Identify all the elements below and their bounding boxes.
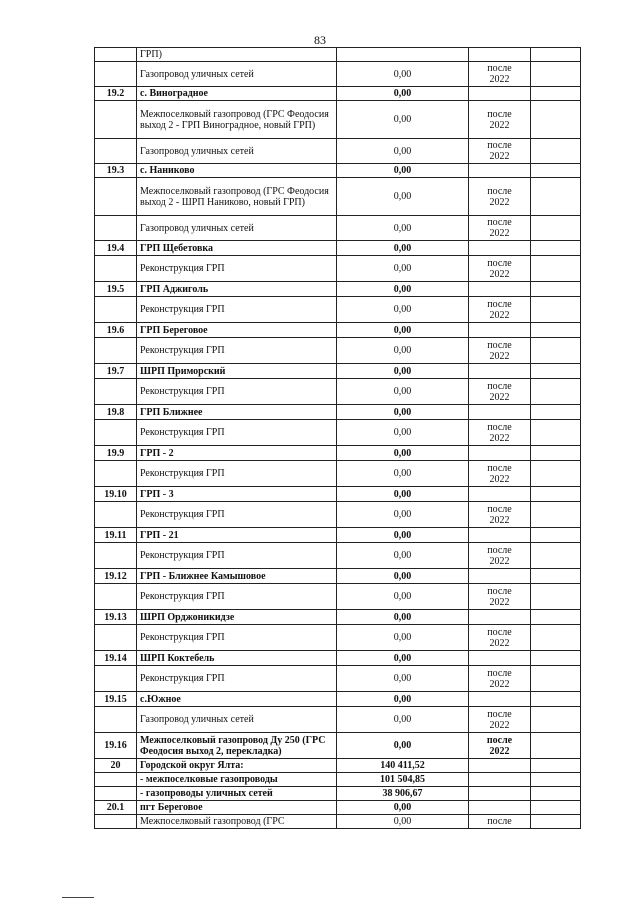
period-cell xyxy=(469,569,531,584)
row-number-cell: 19.8 xyxy=(95,405,137,420)
table-row xyxy=(95,62,581,87)
period-cell xyxy=(469,773,531,787)
period-cell: после 2022 xyxy=(469,543,531,569)
period-cell xyxy=(469,487,531,502)
table-row xyxy=(95,733,581,759)
row-number-cell xyxy=(95,48,137,62)
amount-cell: 0,00 xyxy=(337,569,469,584)
item-name-cell: Газопровод уличных сетей xyxy=(137,139,337,164)
item-name-cell: ГРП) xyxy=(137,48,337,62)
amount-cell: 0,00 xyxy=(337,707,469,733)
row-number-cell xyxy=(95,216,137,241)
item-name-cell: ГРП - 3 xyxy=(137,487,337,502)
amount-cell: 0,00 xyxy=(337,241,469,256)
table-row xyxy=(95,405,581,420)
empty-cell xyxy=(531,323,581,338)
table-row xyxy=(95,584,581,610)
table-row xyxy=(95,502,581,528)
row-number-cell: 19.13 xyxy=(95,610,137,625)
table-row xyxy=(95,48,581,62)
item-name-cell: Реконструкция ГРП xyxy=(137,625,337,651)
amount-cell: 0,00 xyxy=(337,487,469,502)
period-cell xyxy=(469,528,531,543)
period-cell xyxy=(469,801,531,815)
table-row xyxy=(95,241,581,256)
empty-cell xyxy=(531,651,581,666)
table-row xyxy=(95,692,581,707)
empty-cell xyxy=(531,256,581,282)
period-cell: после xyxy=(469,815,531,829)
item-name-cell: с.Южное xyxy=(137,692,337,707)
row-number-cell xyxy=(95,297,137,323)
table-row xyxy=(95,338,581,364)
table-row xyxy=(95,364,581,379)
amount-cell: 0,00 xyxy=(337,692,469,707)
item-name-cell: Реконструкция ГРП xyxy=(137,543,337,569)
amount-cell: 0,00 xyxy=(337,502,469,528)
amount-cell: 0,00 xyxy=(337,178,469,216)
table-row xyxy=(95,625,581,651)
period-cell xyxy=(469,446,531,461)
item-name-cell: Газопровод уличных сетей xyxy=(137,707,337,733)
period-cell: после 2022 xyxy=(469,101,531,139)
empty-cell xyxy=(531,692,581,707)
table-row xyxy=(95,323,581,338)
empty-cell xyxy=(531,405,581,420)
amount-cell: 0,00 xyxy=(337,101,469,139)
amount-cell: 0,00 xyxy=(337,543,469,569)
row-number-cell xyxy=(95,139,137,164)
empty-cell xyxy=(531,139,581,164)
period-cell: после 2022 xyxy=(469,139,531,164)
item-name-cell: Газопровод уличных сетей xyxy=(137,216,337,241)
item-name-cell: Межпоселковый газопровод (ГРС Феодосия выход 2 - ГРП Виноградное, новый ГРП) xyxy=(137,101,337,139)
amount-cell: 0,00 xyxy=(337,584,469,610)
period-cell xyxy=(469,759,531,773)
amount-cell: 0,00 xyxy=(337,405,469,420)
empty-cell xyxy=(531,787,581,801)
row-number-cell: 19.4 xyxy=(95,241,137,256)
empty-cell xyxy=(531,666,581,692)
item-name-cell: ГРП Аджиголь xyxy=(137,282,337,297)
item-name-cell: Межпоселковый газопровод (ГРС Феодосия выход 2 - ШРП Наниково, новый ГРП) xyxy=(137,178,337,216)
item-name-cell: Межпоселковый газопровод (ГРС xyxy=(137,815,337,829)
table-row xyxy=(95,801,581,815)
item-name-cell: Реконструкция ГРП xyxy=(137,420,337,446)
item-name-cell: Реконструкция ГРП xyxy=(137,256,337,282)
item-name-cell: Реконструкция ГРП xyxy=(137,461,337,487)
item-name-cell: Межпоселковый газопровод Ду 250 (ГРС Феодосия выход 2, перекладка) xyxy=(137,733,337,759)
amount-cell: 0,00 xyxy=(337,815,469,829)
row-number-cell xyxy=(95,625,137,651)
amount-cell: 0,00 xyxy=(337,666,469,692)
amount-cell: 0,00 xyxy=(337,164,469,178)
period-cell: после 2022 xyxy=(469,707,531,733)
table-row xyxy=(95,487,581,502)
amount-cell: 101 504,85 xyxy=(337,773,469,787)
row-number-cell xyxy=(95,178,137,216)
item-name-cell: Реконструкция ГРП xyxy=(137,502,337,528)
amount-cell: 0,00 xyxy=(337,528,469,543)
row-number-cell xyxy=(95,420,137,446)
period-cell: после 2022 xyxy=(469,420,531,446)
footnote-divider xyxy=(62,897,94,898)
amount-cell: 0,00 xyxy=(337,420,469,446)
amount-cell: 0,00 xyxy=(337,87,469,101)
amount-cell: 0,00 xyxy=(337,323,469,338)
amount-cell: 0,00 xyxy=(337,297,469,323)
row-number-cell: 20.1 xyxy=(95,801,137,815)
table-row xyxy=(95,101,581,139)
row-number-cell: 19.3 xyxy=(95,164,137,178)
item-name-cell: ШРП Орджоникидзе xyxy=(137,610,337,625)
period-cell: после 2022 xyxy=(469,666,531,692)
amount-cell: 0,00 xyxy=(337,733,469,759)
row-number-cell xyxy=(95,787,137,801)
item-name-cell: - газопроводы уличных сетей xyxy=(137,787,337,801)
table-row xyxy=(95,178,581,216)
empty-cell xyxy=(531,420,581,446)
table-row xyxy=(95,164,581,178)
amount-cell: 0,00 xyxy=(337,216,469,241)
amount-cell: 0,00 xyxy=(337,338,469,364)
row-number-cell xyxy=(95,543,137,569)
empty-cell xyxy=(531,528,581,543)
period-cell: после 2022 xyxy=(469,178,531,216)
item-name-cell: ГРП - 2 xyxy=(137,446,337,461)
empty-cell xyxy=(531,759,581,773)
amount-cell: 0,00 xyxy=(337,379,469,405)
row-number-cell: 19.11 xyxy=(95,528,137,543)
empty-cell xyxy=(531,48,581,62)
period-cell xyxy=(469,241,531,256)
item-name-cell: Реконструкция ГРП xyxy=(137,379,337,405)
empty-cell xyxy=(531,87,581,101)
row-number-cell xyxy=(95,379,137,405)
period-cell: после 2022 xyxy=(469,338,531,364)
item-name-cell: ШРП Приморский xyxy=(137,364,337,379)
row-number-cell: 19.10 xyxy=(95,487,137,502)
period-cell: после 2022 xyxy=(469,256,531,282)
row-number-cell: 19.2 xyxy=(95,87,137,101)
period-cell: после 2022 xyxy=(469,584,531,610)
empty-cell xyxy=(531,487,581,502)
amount-cell: 0,00 xyxy=(337,461,469,487)
table-row xyxy=(95,543,581,569)
item-name-cell: ШРП Коктебель xyxy=(137,651,337,666)
table-row xyxy=(95,297,581,323)
row-number-cell: 19.14 xyxy=(95,651,137,666)
empty-cell xyxy=(531,569,581,584)
period-cell: после 2022 xyxy=(469,502,531,528)
empty-cell xyxy=(531,282,581,297)
item-name-cell: Газопровод уличных сетей xyxy=(137,62,337,87)
empty-cell xyxy=(531,502,581,528)
row-number-cell: 20 xyxy=(95,759,137,773)
amount-cell: 0,00 xyxy=(337,62,469,87)
item-name-cell: пгт Береговое xyxy=(137,801,337,815)
table-row xyxy=(95,379,581,405)
period-cell: после 2022 xyxy=(469,62,531,87)
empty-cell xyxy=(531,801,581,815)
period-cell xyxy=(469,692,531,707)
empty-cell xyxy=(531,164,581,178)
item-name-cell: Городской округ Ялта: xyxy=(137,759,337,773)
empty-cell xyxy=(531,297,581,323)
row-number-cell xyxy=(95,256,137,282)
table-row xyxy=(95,528,581,543)
row-number-cell: 19.15 xyxy=(95,692,137,707)
table-row xyxy=(95,256,581,282)
table-row xyxy=(95,815,581,829)
row-number-cell xyxy=(95,707,137,733)
period-cell: после 2022 xyxy=(469,461,531,487)
empty-cell xyxy=(531,815,581,829)
row-number-cell xyxy=(95,101,137,139)
amount-cell: 0,00 xyxy=(337,282,469,297)
period-cell xyxy=(469,610,531,625)
empty-cell xyxy=(531,338,581,364)
period-cell xyxy=(469,323,531,338)
table-row xyxy=(95,139,581,164)
row-number-cell xyxy=(95,461,137,487)
row-number-cell xyxy=(95,502,137,528)
row-number-cell xyxy=(95,584,137,610)
gas-pipeline-table xyxy=(94,47,581,829)
item-name-cell: ГРП - 21 xyxy=(137,528,337,543)
empty-cell xyxy=(531,707,581,733)
table-row xyxy=(95,446,581,461)
row-number-cell: 19.12 xyxy=(95,569,137,584)
period-cell: после 2022 xyxy=(469,297,531,323)
period-cell xyxy=(469,364,531,379)
table-row xyxy=(95,787,581,801)
item-name-cell: Реконструкция ГРП xyxy=(137,584,337,610)
table-row xyxy=(95,610,581,625)
amount-cell: 140 411,52 xyxy=(337,759,469,773)
table-row xyxy=(95,461,581,487)
empty-cell xyxy=(531,364,581,379)
empty-cell xyxy=(531,241,581,256)
table-row xyxy=(95,420,581,446)
empty-cell xyxy=(531,461,581,487)
empty-cell xyxy=(531,584,581,610)
period-cell xyxy=(469,787,531,801)
row-number-cell: 19.16 xyxy=(95,733,137,759)
item-name-cell: ГРП Ближнее xyxy=(137,405,337,420)
row-number-cell: 19.9 xyxy=(95,446,137,461)
table-row xyxy=(95,282,581,297)
amount-cell: 0,00 xyxy=(337,625,469,651)
empty-cell xyxy=(531,733,581,759)
amount-cell: 38 906,67 xyxy=(337,787,469,801)
row-number-cell xyxy=(95,815,137,829)
table-row xyxy=(95,569,581,584)
amount-cell: 0,00 xyxy=(337,256,469,282)
empty-cell xyxy=(531,773,581,787)
item-name-cell: с. Виноградное xyxy=(137,87,337,101)
period-cell xyxy=(469,405,531,420)
row-number-cell xyxy=(95,666,137,692)
amount-cell: 0,00 xyxy=(337,610,469,625)
table-row xyxy=(95,666,581,692)
period-cell: после 2022 xyxy=(469,216,531,241)
empty-cell xyxy=(531,446,581,461)
amount-cell: 0,00 xyxy=(337,651,469,666)
item-name-cell: ГРП Береговое xyxy=(137,323,337,338)
table-row xyxy=(95,759,581,773)
empty-cell xyxy=(531,62,581,87)
empty-cell xyxy=(531,610,581,625)
empty-cell xyxy=(531,543,581,569)
item-name-cell: с. Наниково xyxy=(137,164,337,178)
item-name-cell: Реконструкция ГРП xyxy=(137,666,337,692)
empty-cell xyxy=(531,216,581,241)
amount-cell: 0,00 xyxy=(337,446,469,461)
row-number-cell xyxy=(95,62,137,87)
table-row xyxy=(95,773,581,787)
period-cell xyxy=(469,164,531,178)
period-cell: после 2022 xyxy=(469,379,531,405)
item-name-cell: ГРП - Ближнее Камышовое xyxy=(137,569,337,584)
row-number-cell: 19.5 xyxy=(95,282,137,297)
amount-cell: 0,00 xyxy=(337,801,469,815)
row-number-cell xyxy=(95,338,137,364)
row-number-cell: 19.6 xyxy=(95,323,137,338)
empty-cell xyxy=(531,379,581,405)
period-cell xyxy=(469,282,531,297)
page-number: 83 xyxy=(314,33,326,47)
period-cell: после 2022 xyxy=(469,733,531,759)
table-row xyxy=(95,707,581,733)
period-cell: после 2022 xyxy=(469,625,531,651)
amount-cell xyxy=(337,48,469,62)
empty-cell xyxy=(531,178,581,216)
row-number-cell xyxy=(95,773,137,787)
item-name-cell: Реконструкция ГРП xyxy=(137,338,337,364)
table-row xyxy=(95,651,581,666)
row-number-cell: 19.7 xyxy=(95,364,137,379)
item-name-cell: ГРП Щебетовка xyxy=(137,241,337,256)
item-name-cell: - межпоселковые газопроводы xyxy=(137,773,337,787)
empty-cell xyxy=(531,625,581,651)
period-cell xyxy=(469,48,531,62)
table-row xyxy=(95,87,581,101)
empty-cell xyxy=(531,101,581,139)
period-cell xyxy=(469,87,531,101)
item-name-cell: Реконструкция ГРП xyxy=(137,297,337,323)
amount-cell: 0,00 xyxy=(337,139,469,164)
amount-cell: 0,00 xyxy=(337,364,469,379)
table-row xyxy=(95,216,581,241)
period-cell xyxy=(469,651,531,666)
